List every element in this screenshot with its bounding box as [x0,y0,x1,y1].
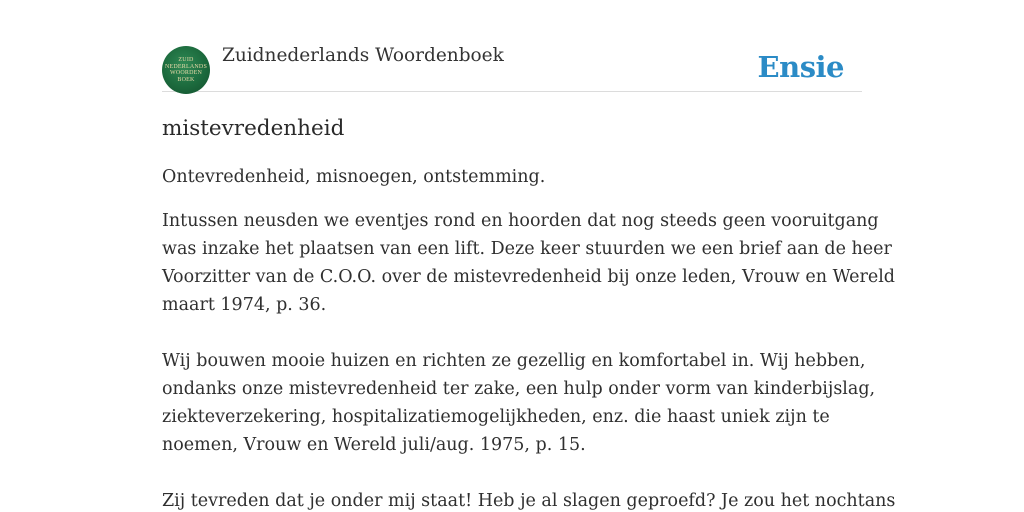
example-line: Voorzitter van de C.O.O. over de mistevredenheid bij onze leden, Vrouw en Wereld [162,267,896,287]
example-line: was inzake het plaatsen van een lift. Deze keer stuurden we een brief aan de heer [162,239,892,259]
logo-line: NEDERLANDS [165,63,207,70]
example-paragraph [162,347,876,459]
example-line: ondanks onze mistevredenheid ter zake, een hulp onder vorm van kinderbijslag, [162,379,876,399]
headword: mistevredenheid [162,116,345,141]
dictionary-name-link[interactable]: Zuidnederlands Woordenboek [222,45,504,66]
logo-line: WOORDEN [169,70,203,76]
example-line: maart 1974, p. 36. [162,295,327,315]
logo-line: BOEK [177,76,195,83]
example-line: Intussen neusden we eventjes rond en hoorden dat nog steeds geen vooruitgang [162,211,879,231]
example-line: noemen, Vrouw en Wereld juli/aug. 1975, p. 15. [162,435,586,455]
example-line: Wij bouwen mooie huizen en richten ze gezellig en komfortabel in. Wij hebben, [162,351,866,371]
example-line: ziekteverzekering, hospitalizatiemogelijkheden, enz. die haast uniek zijn te [162,407,830,427]
logo-line: ZUID [178,57,194,63]
ensie-brand-link[interactable]: Ensie [757,50,844,84]
example-paragraph [162,207,896,319]
header [162,40,862,92]
entry-card [162,40,896,512]
example-paragraph [162,487,896,512]
dictionary-logo[interactable] [162,46,210,94]
definition: Ontevredenheid, misnoegen, ontstemming. [162,167,546,187]
example-line: Zij tevreden dat je onder mij staat! Heb je al slagen geproefd? Je zou het nochtans [162,491,896,511]
